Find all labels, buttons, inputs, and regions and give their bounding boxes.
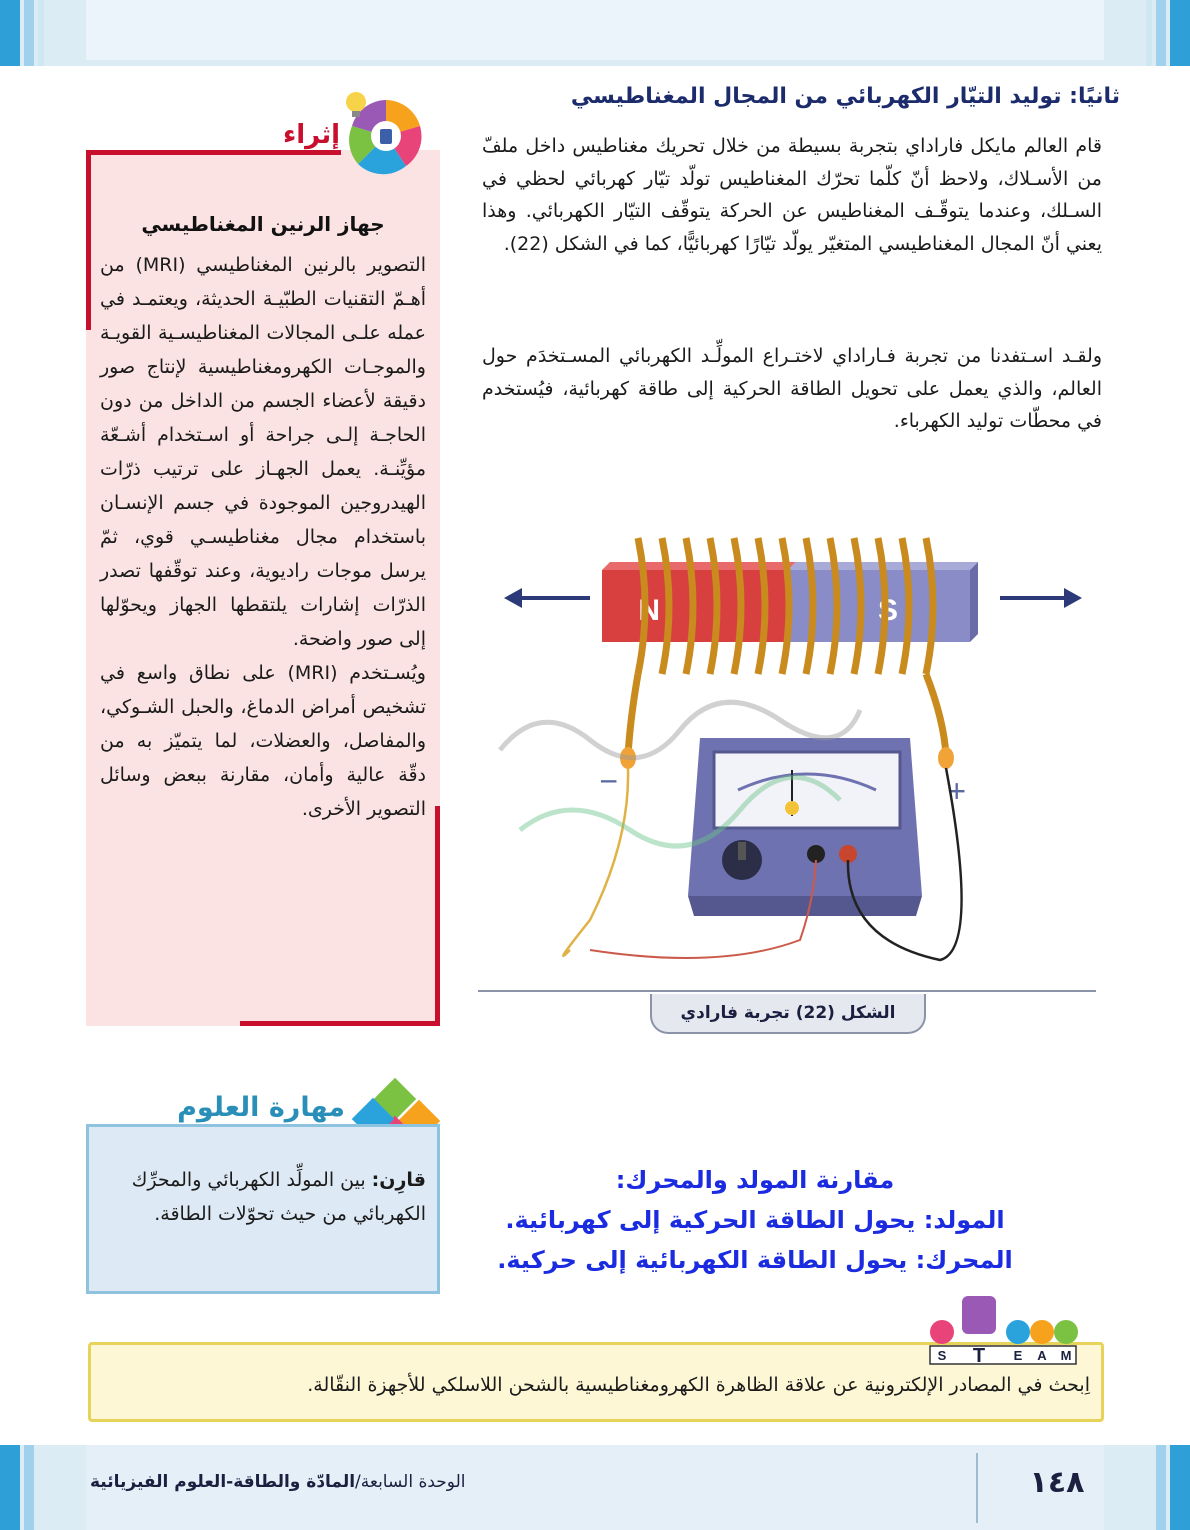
enrichment-subtitle: جهاز الرنين المغناطيسي bbox=[141, 212, 385, 236]
footer-subject: المادّة والطاقة-العلوم الفيزيائية bbox=[90, 1472, 356, 1492]
right-arrow-icon bbox=[1000, 588, 1082, 608]
skill-text bbox=[100, 1163, 426, 1231]
answer-line-2: المولد: يحول الطاقة الحركية إلى كهربائية. bbox=[505, 1206, 1005, 1234]
section-paragraph-1: قام العالم مايكل فاراداي بتجربة بسيطة من خلال تحريك مغناطيس داخل ملفّ من الأسـلاك، ولاحظ أنّ كلّما تحرّك المغناطيس تولّد تيّار كهربائي لحظي في السـلك، وعندما يتوقّـف المغناطيس عن الحركة يتوقّف التيّار الكهربائي. وهذا يعني أنّ المجال المغناطيسي المتغيّر يولّد تيّارًا كهربائيًّا، كما في الشكل (22). bbox=[482, 135, 1102, 255]
skill-body: بين المولِّد الكهربائي والمحرِّك الكهربائي من حيث تحوّلات الطاقة. bbox=[131, 1169, 426, 1225]
magnet-n-label: N bbox=[638, 594, 660, 627]
steam-badge bbox=[926, 1292, 1080, 1366]
steam-letter-m: M bbox=[1060, 1348, 1072, 1363]
enrichment-title: إثراء bbox=[282, 120, 340, 150]
answer-line-3: المحرك: يحول الطاقة الكهربائية إلى حركية. bbox=[497, 1246, 1013, 1274]
enrichment-paragraph-1: التصوير بالرنين المغناطيسي (MRI) من أهـمّ التقنيات الطبّيـة الحديثة، ويعتمـد في عمله علـى المجالات المغناطيسـية القويـة والموجـات الكهرومغناطيسية لإنتاج صور دقيقة لأعضاء الجسم من الداخل من دون الحاجـة إلـى جراحة أو اسـتخدام أشـعّة مؤيِّنـة. يعمل الجهـاز على ترتيب ذرّات الهيدروجين الموجودة في جسم الإنسـان باستخدام مجال مغناطيسـي قوي، ثمّ يرسل موجات راديوية، وعند توقّفها تصدر الذرّات إشارات يلتقطها الجهاز ويحوّلها إلى صور واضحة. bbox=[100, 254, 426, 650]
minus-sign: − bbox=[599, 763, 618, 799]
answer-line-1: مقارنة المولد والمحرك: bbox=[615, 1166, 895, 1194]
section-paragraph-2: ولقـد اسـتفدنا من تجربة فـاراداي لاختـراع المولِّـد الكهربائي المسـتخدَم حول العالم، والذي يعمل على تحويل الطاقة الحركية إلى طاقة كهربائية، فيُستخدم في محطّات توليد الكهرباء. bbox=[482, 345, 1102, 432]
skill-verb: قارِن: bbox=[371, 1169, 426, 1191]
galvanometer bbox=[688, 738, 922, 916]
faraday-experiment-figure bbox=[470, 520, 1110, 1000]
enrichment-icon bbox=[336, 86, 436, 186]
steam-letter-e: E bbox=[1013, 1348, 1023, 1363]
handwritten-answer bbox=[470, 1160, 1040, 1280]
page-number: ١٤٨ bbox=[1029, 1465, 1085, 1500]
footer-unit-label bbox=[90, 1472, 530, 1492]
magnet-s-label: S bbox=[877, 594, 898, 627]
header-band bbox=[0, 0, 1190, 66]
figure-caption: الشكل (22) تجربة فارادي bbox=[650, 994, 926, 1034]
plus-sign: + bbox=[947, 773, 966, 809]
enrichment-text bbox=[100, 248, 426, 826]
steam-letter-s: S bbox=[937, 1348, 947, 1363]
enrichment-paragraph-2: ويُسـتخدم (MRI) على نطاق واسع في تشخيص أمراض الدماغ، والحبل الشـوكي، والمفاصل، والعضلات، لما يتميّز به من دقّة عالية وأمان، مقارنة ببعض وسائل التصوير الأخرى. bbox=[100, 662, 426, 820]
left-arrow-icon bbox=[504, 588, 590, 608]
section-title: ثانيًا: توليد التيّار الكهربائي من المجال المغناطيسي bbox=[570, 84, 1120, 109]
figure-baseline bbox=[478, 990, 1096, 992]
steam-letter-t: T bbox=[972, 1345, 986, 1366]
steam-letter-a: A bbox=[1037, 1348, 1047, 1363]
footer-unit: الوحدة السابعة/ bbox=[355, 1472, 466, 1492]
skill-title: مهارة العلوم bbox=[177, 1092, 345, 1123]
steam-task-text: اِبحث في المصادر الإلكترونية عن علاقة الظاهرة الكهرومغناطيسية بالشحن اللاسلكي للأجهزة النقّالة. bbox=[307, 1374, 1090, 1396]
